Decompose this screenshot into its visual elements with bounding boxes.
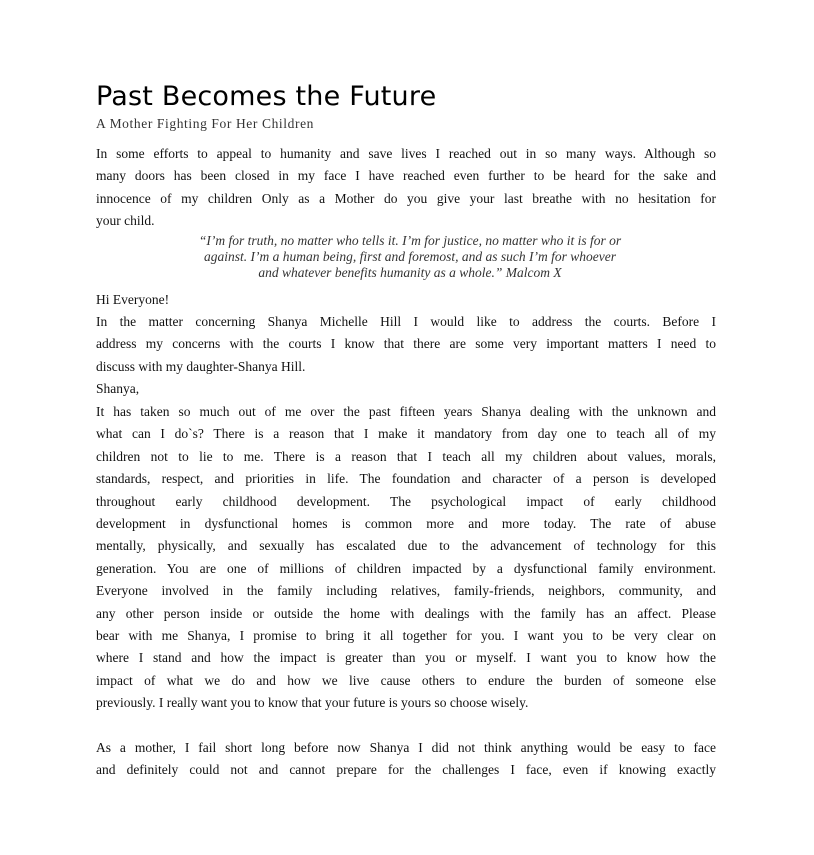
letter-line: standards, respect, and priorities in life. The foundation and character of a person is developed xyxy=(96,471,716,487)
letter-line: mentally, physically, and sexually has escalated due to the advancement of technology for this xyxy=(96,538,716,554)
document-subtitle: A Mother Fighting For Her Children xyxy=(96,116,315,131)
courts-line: discuss with my daughter-Shanya Hill. xyxy=(96,358,306,374)
intro-line: your child. xyxy=(96,213,155,229)
letter-line: bear with me Shanya, I promise to bring it all together for you. I want you to be very clear on xyxy=(96,627,716,643)
courts-line: In the matter concerning Shanya Michelle Hill I would like to address the courts. Before I xyxy=(96,314,716,329)
intro-line: In some efforts to appeal to humanity and save lives I reached out in so many ways. Although so xyxy=(96,146,716,161)
salutation xyxy=(96,378,716,400)
letter-line: throughout early childhood development. The psychological impact of early childhood xyxy=(96,493,716,509)
letter-line: It has taken so much out of me over the past fifteen years Shanya dealing with the unknown and xyxy=(96,404,716,419)
letter-line: any other person inside or outside the home with dealings with the family has an affect. Please xyxy=(96,605,716,621)
letter-line: what can I do`s? There is a reason that I make it mandatory from day one to teach all of my xyxy=(96,426,716,442)
document-title: Past Becomes the Future xyxy=(96,81,437,112)
courts-line: address my concerns with the courts I know that there are some very important matters I need to xyxy=(96,336,716,352)
greeting xyxy=(96,289,716,311)
closing-line: and definitely could not and cannot prepare for the challenges I face, even if knowing exactly xyxy=(96,762,716,778)
closing-paragraph xyxy=(96,737,716,782)
letter-line: impact of what we do and how we live cause others to endure the burden of someone else xyxy=(96,672,716,688)
courts-paragraph xyxy=(96,311,716,378)
letter-line: where I stand and how the impact is greater than you or myself. I want you to know how the xyxy=(96,650,716,666)
intro-paragraph xyxy=(96,143,716,233)
quote-line: “I’m for truth, no matter who tells it. I’m for justice, no matter who it is for or xyxy=(198,233,622,248)
quote-line: and whatever benefits humanity as a whole.” Malcom X xyxy=(258,265,562,280)
closing-line: As a mother, I fail short long before now Shanya I did not think anything would be easy to face xyxy=(96,740,716,755)
intro-line: many doors has been closed in my face I have reached even further to be heard for the sake and xyxy=(96,168,716,184)
letter-line: development in dysfunctional homes is common more and more today. The rate of abuse xyxy=(96,515,716,531)
salutation-line: Shanya, xyxy=(96,381,140,396)
malcolm-x-quote xyxy=(130,233,690,281)
letter-line: previously. I really want you to know that your future is yours so choose wisely. xyxy=(96,695,529,711)
letter-line: Everyone involved in the family including relatives, family-friends, neighbors, community, and xyxy=(96,583,716,599)
intro-line: innocence of my children Only as a Mother do you give your last breathe with no hesitation for xyxy=(96,190,716,206)
letter-paragraph xyxy=(96,401,716,714)
letter-line: generation. You are one of millions of children impacted by a dysfunctional family environment. xyxy=(96,560,716,576)
letter-line: children not to lie to me. There is a reason that I teach all my children about values, morals, xyxy=(96,448,716,464)
quote-line: against. I’m a human being, first and foremost, and as such I’m for whoever xyxy=(204,249,616,264)
greeting-line: Hi Everyone! xyxy=(96,292,170,307)
